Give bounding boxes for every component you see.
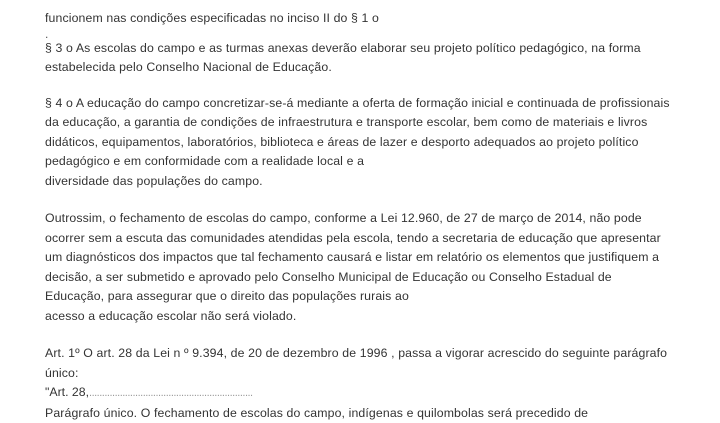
- spacer-after-paragraph-2: [45, 78, 670, 94]
- spacer-after-paragraph-6: [45, 326, 670, 344]
- paragraph-5: Outrossim, o fechamento de escolas do campo, conforme a Lei 12.960, de 27 de março de 2014, não pode ocorrer sem a escuta das comunidades atendidas pela escola, tendo a secretaria de educação que apresentar um diagnósticos dos impactos que tal fechamento causará e listar em relatório os elementos que justifiquem a decisão, a ser submetido e aprovado pelo Conselho Municipal de Educação ou Conselho Estadual de Educação, para assegurar que o direito das populações rurais ao: [45, 209, 670, 307]
- top-spacer: [45, 0, 670, 9]
- spacer-after-paragraph-4: [45, 191, 670, 209]
- stray-period-mark: .: [45, 29, 670, 39]
- paragraph-7: Art. 1º O art. 28 da Lei n º 9.394, de 20 de dezembro de 1996 , passa a vigorar acrescido do seguinte parágrafo único:: [45, 344, 670, 383]
- article-28-dotted-line: [45, 383, 670, 404]
- paragraph-4: diversidade das populações do campo.: [45, 172, 670, 192]
- paragraph-1: funcionem nas condições especificadas no inciso II do § 1 o: [45, 9, 670, 29]
- article-28-label: "Art. 28,: [45, 385, 89, 399]
- paragraph-9: Parágrafo único. O fechamento de escolas do campo, indígenas e quilombolas será precedido de: [45, 404, 670, 423]
- paragraph-3: § 4 o A educação do campo concretizar-se-á mediante a oferta de formação inicial e continuada de profissionais da educação, a garantia de condições de infraestrutura e transporte escolar, bem como de materiais e livros didáticos, equipamentos, laboratórios, biblioteca e áreas de lazer e desporto adequados ao projeto político pedagógico e em conformidade com a realidade local e a: [45, 94, 670, 172]
- paragraph-2: § 3 o As escolas do campo e as turmas anexas deverão elaborar seu projeto político pedagógico, na forma estabelecida pelo Conselho Nacional de Educação.: [45, 39, 670, 78]
- dotted-fill: ................................................................: [89, 387, 253, 399]
- paragraph-6: acesso a educação escolar não será violado.: [45, 307, 670, 327]
